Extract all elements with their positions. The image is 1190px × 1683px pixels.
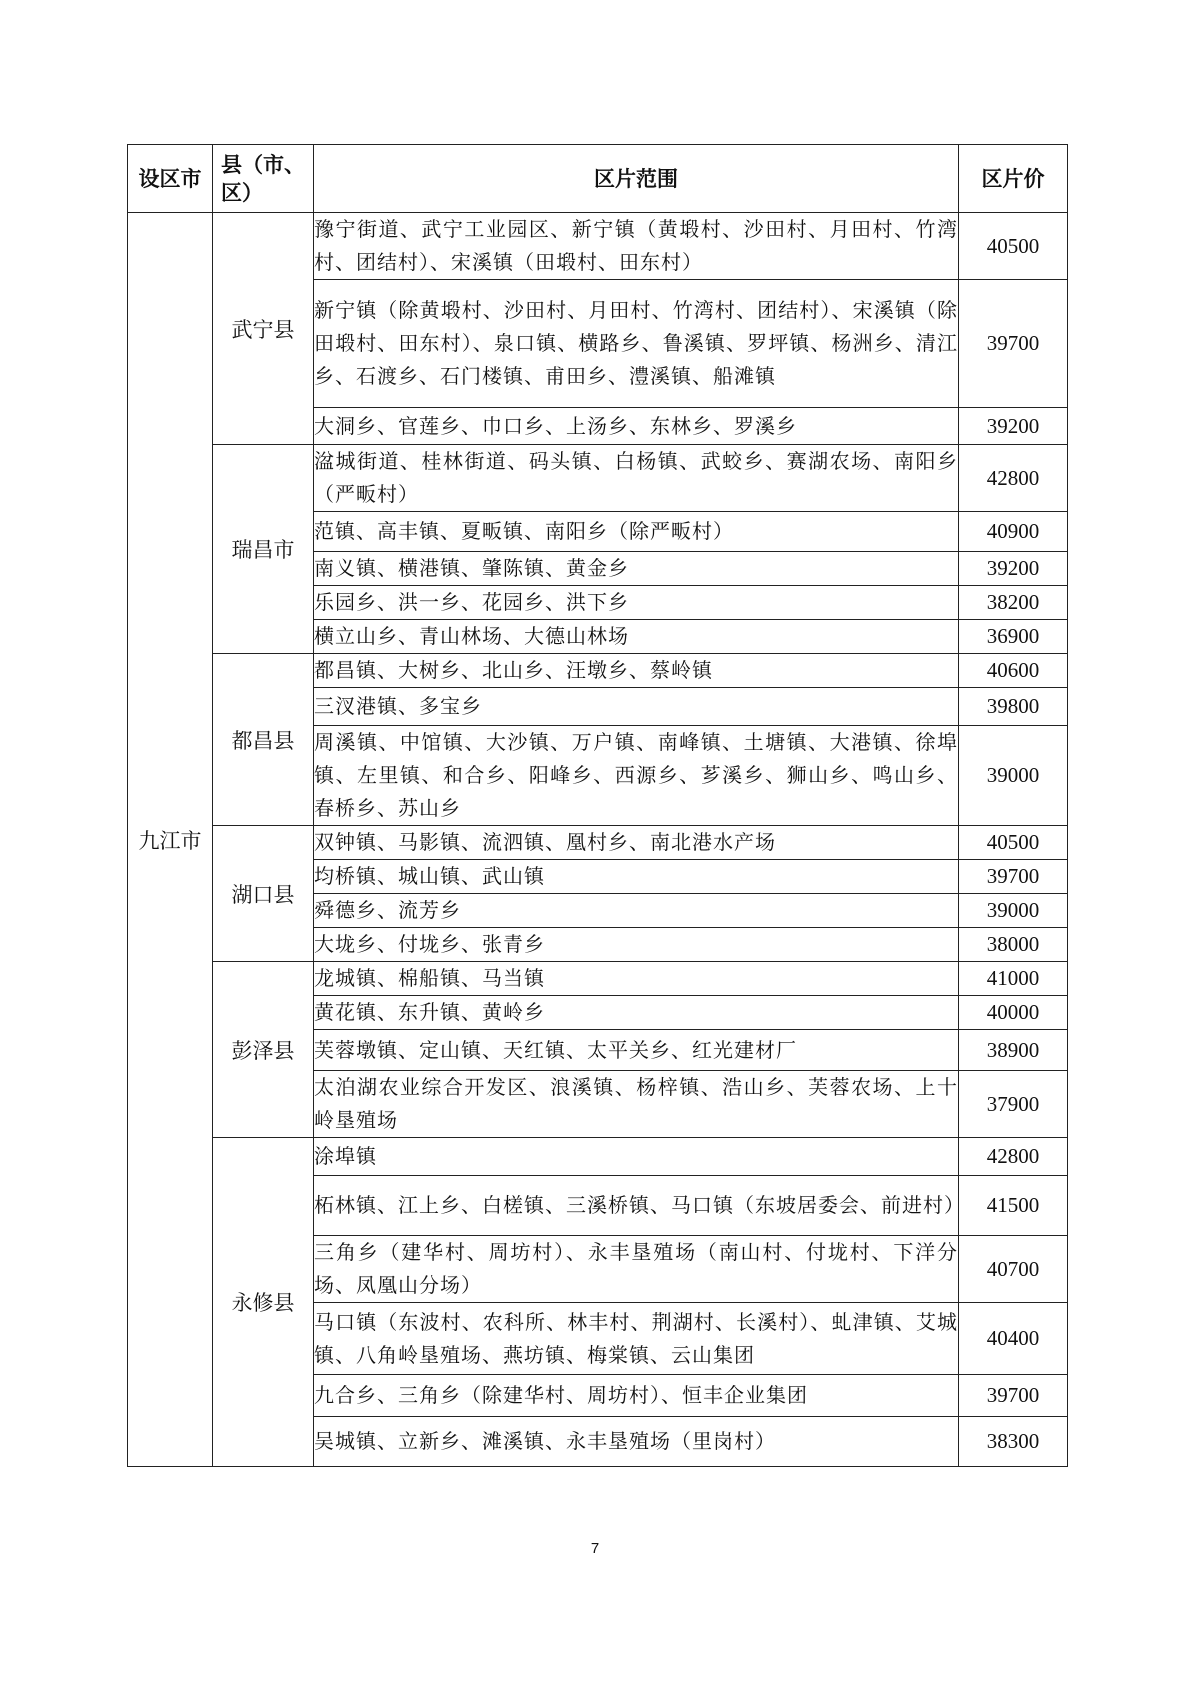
table-row (128, 213, 1068, 280)
price-cell: 39000 (959, 894, 1068, 928)
price-cell: 40000 (959, 996, 1068, 1030)
price-cell: 39200 (959, 552, 1068, 586)
area-cell: 周溪镇、中馆镇、大沙镇、万户镇、南峰镇、土塘镇、大港镇、徐埠镇、左里镇、和合乡、阳峰乡、西源乡、芗溪乡、狮山乡、鸣山乡、春桥乡、苏山乡 (314, 726, 959, 826)
area-cell: 舜德乡、流芳乡 (314, 894, 959, 928)
price-cell: 39200 (959, 408, 1068, 445)
price-cell: 39700 (959, 1375, 1068, 1417)
county-cell: 湖口县 (213, 826, 314, 962)
area-cell: 横立山乡、青山林场、大德山林场 (314, 620, 959, 654)
header-county: 县（市、区） (213, 145, 314, 213)
price-cell: 40600 (959, 654, 1068, 688)
city-cell: 九江市 (128, 213, 213, 1467)
area-cell: 马口镇（东波村、农科所、林丰村、荆湖村、长溪村）、虬津镇、艾城镇、八角岭垦殖场、燕坊镇、梅棠镇、云山集团 (314, 1303, 959, 1375)
county-cell: 彭泽县 (213, 962, 314, 1138)
area-cell: 南义镇、横港镇、肇陈镇、黄金乡 (314, 552, 959, 586)
county-cell: 都昌县 (213, 654, 314, 826)
area-cell: 乐园乡、洪一乡、花园乡、洪下乡 (314, 586, 959, 620)
county-cell: 瑞昌市 (213, 445, 314, 654)
price-cell: 39000 (959, 726, 1068, 826)
header-city: 设区市 (128, 145, 213, 213)
area-cell: 大垅乡、付垅乡、张青乡 (314, 928, 959, 962)
area-cell: 柘林镇、江上乡、白槎镇、三溪桥镇、马口镇（东坡居委会、前进村） (314, 1176, 959, 1236)
area-cell: 三角乡（建华村、周坊村）、永丰垦殖场（南山村、付垅村、下洋分场、凤凰山分场） (314, 1236, 959, 1303)
area-cell: 龙城镇、棉船镇、马当镇 (314, 962, 959, 996)
area-cell: 豫宁街道、武宁工业园区、新宁镇（黄塅村、沙田村、月田村、竹湾村、团结村）、宋溪镇（田塅村、田东村） (314, 213, 959, 280)
price-cell: 37900 (959, 1071, 1068, 1138)
table-row (128, 826, 1068, 860)
price-cell: 39800 (959, 688, 1068, 726)
table-row (128, 1138, 1068, 1176)
price-cell: 42800 (959, 445, 1068, 512)
table-row (128, 654, 1068, 688)
area-cell: 九合乡、三角乡（除建华村、周坊村）、恒丰企业集团 (314, 1375, 959, 1417)
price-cell: 41500 (959, 1176, 1068, 1236)
area-cell: 范镇、高丰镇、夏畈镇、南阳乡（除严畈村） (314, 512, 959, 552)
price-cell: 38200 (959, 586, 1068, 620)
price-cell: 40500 (959, 826, 1068, 860)
header-row (128, 145, 1068, 213)
land-price-table (127, 144, 1068, 1467)
area-cell: 三汊港镇、多宝乡 (314, 688, 959, 726)
price-cell: 38000 (959, 928, 1068, 962)
area-cell: 湓城街道、桂林街道、码头镇、白杨镇、武蛟乡、赛湖农场、南阳乡（严畈村） (314, 445, 959, 512)
header-area: 区片范围 (314, 145, 959, 213)
county-cell: 武宁县 (213, 213, 314, 445)
area-cell: 新宁镇（除黄塅村、沙田村、月田村、竹湾村、团结村）、宋溪镇（除田塅村、田东村）、泉口镇、横路乡、鲁溪镇、罗坪镇、杨洲乡、清江乡、石渡乡、石门楼镇、甫田乡、澧溪镇、船滩镇 (314, 280, 959, 408)
area-cell: 黄花镇、东升镇、黄岭乡 (314, 996, 959, 1030)
header-price: 区片价 (959, 145, 1068, 213)
area-cell: 大洞乡、官莲乡、巾口乡、上汤乡、东林乡、罗溪乡 (314, 408, 959, 445)
price-cell: 41000 (959, 962, 1068, 996)
price-cell: 38900 (959, 1030, 1068, 1071)
price-cell: 42800 (959, 1138, 1068, 1176)
area-cell: 均桥镇、城山镇、武山镇 (314, 860, 959, 894)
area-cell: 涂埠镇 (314, 1138, 959, 1176)
area-cell: 双钟镇、马影镇、流泗镇、凰村乡、南北港水产场 (314, 826, 959, 860)
price-cell: 39700 (959, 280, 1068, 408)
area-cell: 芙蓉墩镇、定山镇、天红镇、太平关乡、红光建材厂 (314, 1030, 959, 1071)
price-cell: 38300 (959, 1417, 1068, 1467)
area-cell: 太泊湖农业综合开发区、浪溪镇、杨梓镇、浩山乡、芙蓉农场、上十岭垦殖场 (314, 1071, 959, 1138)
price-cell: 36900 (959, 620, 1068, 654)
price-cell: 40700 (959, 1236, 1068, 1303)
price-cell: 39700 (959, 860, 1068, 894)
price-cell: 40900 (959, 512, 1068, 552)
price-cell: 40400 (959, 1303, 1068, 1375)
price-cell: 40500 (959, 213, 1068, 280)
county-cell: 永修县 (213, 1138, 314, 1467)
area-cell: 吴城镇、立新乡、滩溪镇、永丰垦殖场（里岗村） (314, 1417, 959, 1467)
area-cell: 都昌镇、大树乡、北山乡、汪墩乡、蔡岭镇 (314, 654, 959, 688)
table-row (128, 962, 1068, 996)
page-number: 7 (590, 1540, 600, 1557)
table-row (128, 445, 1068, 512)
table-body (128, 213, 1068, 1467)
